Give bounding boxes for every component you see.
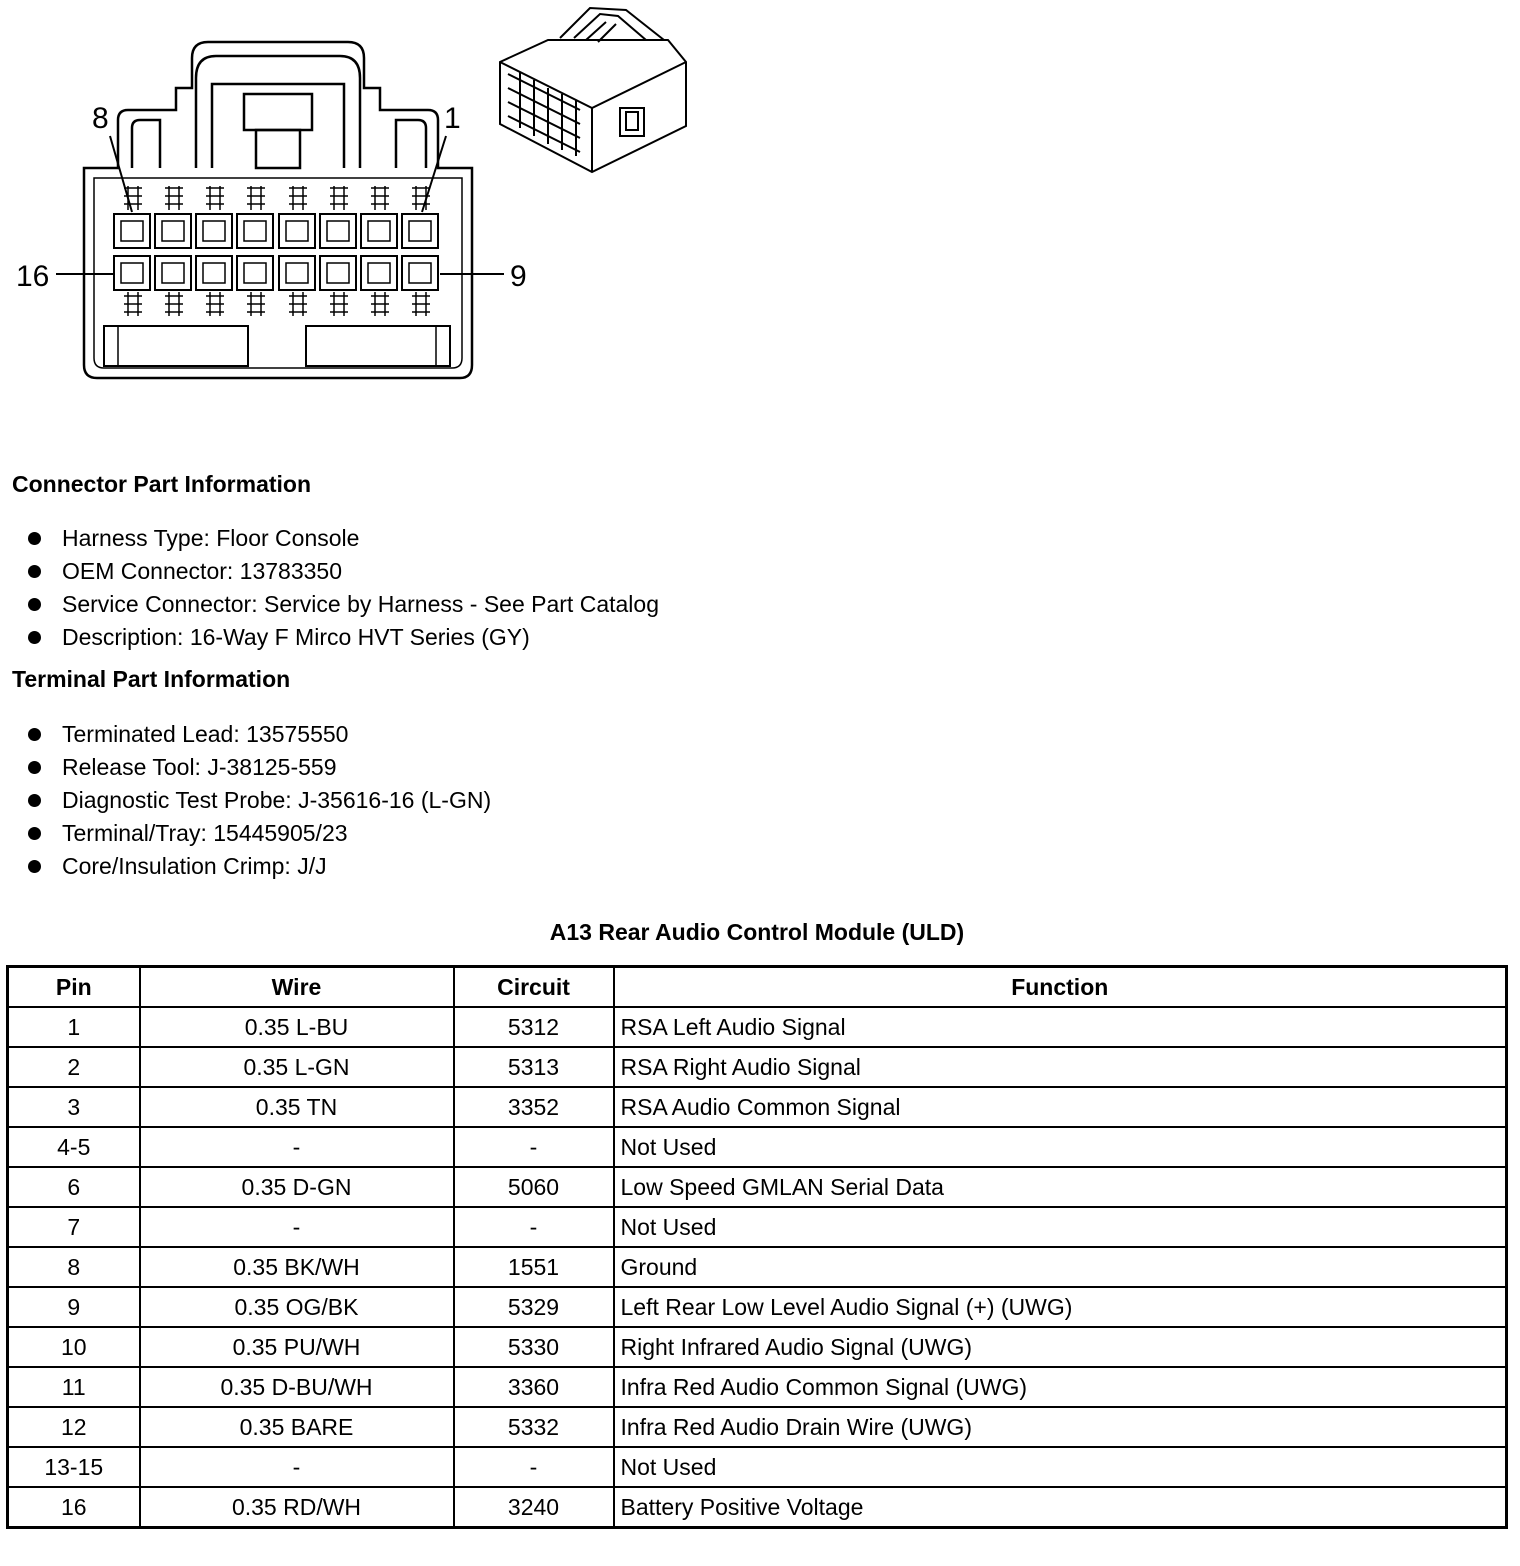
cell-circuit: 5330: [454, 1327, 614, 1367]
cell-pin: 13-15: [8, 1447, 140, 1487]
terminal-part-info-list: [28, 718, 491, 883]
table-row: [8, 1327, 1507, 1367]
list-item: Diagnostic Test Probe: J-35616-16 (L-GN): [28, 784, 491, 817]
list-item: Core/Insulation Crimp: J/J: [28, 850, 491, 883]
cavity: [361, 256, 397, 290]
list-item: Release Tool: J-38125-559: [28, 751, 491, 784]
list-item: Terminal/Tray: 15445905/23: [28, 817, 491, 850]
cavity: [155, 256, 191, 290]
header-function: Function: [614, 967, 1507, 1008]
cell-circuit: 5313: [454, 1047, 614, 1087]
terminal-slot: [124, 186, 142, 316]
cell-pin: 10: [8, 1327, 140, 1367]
table-row: [8, 1287, 1507, 1327]
cell-wire: -: [140, 1447, 454, 1487]
cell-circuit: 5329: [454, 1287, 614, 1327]
cell-wire: 0.35 BK/WH: [140, 1247, 454, 1287]
terminal-slot: [289, 186, 307, 316]
connector-face: [84, 42, 472, 378]
cell-function: Infra Red Audio Common Signal (UWG): [614, 1367, 1507, 1407]
table-row: [8, 1487, 1507, 1528]
cell-pin: 16: [8, 1487, 140, 1528]
table-row: [8, 1047, 1507, 1087]
table-row: [8, 1247, 1507, 1287]
cell-wire: 0.35 D-GN: [140, 1167, 454, 1207]
callout-pin-16: 16: [16, 260, 50, 293]
cell-function: Left Rear Low Level Audio Signal (+) (UWG): [614, 1287, 1507, 1327]
table-row: [8, 1447, 1507, 1487]
cell-circuit: 5312: [454, 1007, 614, 1047]
terminal-slot: [371, 186, 389, 316]
table-row: [8, 1167, 1507, 1207]
table-row: [8, 1407, 1507, 1447]
bullet-icon: [28, 728, 41, 741]
bullet-icon: [28, 827, 41, 840]
table-row: [8, 1087, 1507, 1127]
terminal-slot: [330, 186, 348, 316]
cell-function: Not Used: [614, 1127, 1507, 1167]
cell-wire: -: [140, 1127, 454, 1167]
cell-function: Battery Positive Voltage: [614, 1487, 1507, 1528]
cell-circuit: 5060: [454, 1167, 614, 1207]
terminal-slot: [412, 186, 430, 316]
cavity: [237, 256, 273, 290]
callout-pin-8: 8: [92, 102, 109, 135]
cell-wire: 0.35 L-GN: [140, 1047, 454, 1087]
cavity: [237, 214, 273, 248]
callout-pin-9: 9: [510, 260, 527, 293]
cavity: [196, 214, 232, 248]
bullet-icon: [28, 860, 41, 873]
cell-pin: 9: [8, 1287, 140, 1327]
cavity: [320, 256, 356, 290]
cell-pin: 2: [8, 1047, 140, 1087]
bullet-icon: [28, 598, 41, 611]
cavity: [114, 214, 150, 248]
cavity: [279, 214, 315, 248]
cavity: [155, 214, 191, 248]
cavity: [361, 214, 397, 248]
cell-function: RSA Audio Common Signal: [614, 1087, 1507, 1127]
cell-pin: 7: [8, 1207, 140, 1247]
cell-wire: -: [140, 1207, 454, 1247]
cavity: [320, 214, 356, 248]
cavity: [402, 256, 438, 290]
cell-function: Not Used: [614, 1447, 1507, 1487]
table-row: [8, 1127, 1507, 1167]
cell-wire: 0.35 PU/WH: [140, 1327, 454, 1367]
cell-circuit: -: [454, 1207, 614, 1247]
cavity-grid: [114, 186, 438, 316]
terminal-part-info-title: Terminal Part Information: [12, 666, 291, 692]
header-wire: Wire: [140, 967, 454, 1008]
table-row: [8, 1007, 1507, 1047]
bullet-icon: [28, 761, 41, 774]
cell-function: Infra Red Audio Drain Wire (UWG): [614, 1407, 1507, 1447]
cell-circuit: 1551: [454, 1247, 614, 1287]
cell-function: Not Used: [614, 1207, 1507, 1247]
list-item: Description: 16-Way F Mirco HVT Series (GY): [28, 621, 659, 654]
bullet-icon: [28, 532, 41, 545]
cell-function: Low Speed GMLAN Serial Data: [614, 1167, 1507, 1207]
cell-function: Ground: [614, 1247, 1507, 1287]
cell-pin: 12: [8, 1407, 140, 1447]
table-row: [8, 1367, 1507, 1407]
list-item: Terminated Lead: 13575550: [28, 718, 491, 751]
list-item: Service Connector: Service by Harness - See Part Catalog: [28, 588, 659, 621]
pin-table-body: [8, 1007, 1507, 1528]
cell-pin: 8: [8, 1247, 140, 1287]
cell-pin: 4-5: [8, 1127, 140, 1167]
list-item: OEM Connector: 13783350: [28, 555, 659, 588]
cell-function: RSA Left Audio Signal: [614, 1007, 1507, 1047]
cell-pin: 1: [8, 1007, 140, 1047]
cell-wire: 0.35 TN: [140, 1087, 454, 1127]
terminal-slot: [206, 186, 224, 316]
cavity: [114, 256, 150, 290]
bullet-icon: [28, 565, 41, 578]
list-item: Harness Type: Floor Console: [28, 522, 659, 555]
header-pin: Pin: [8, 967, 140, 1008]
connector-drawing: [0, 0, 1520, 440]
cell-wire: 0.35 D-BU/WH: [140, 1367, 454, 1407]
header-circuit: Circuit: [454, 967, 614, 1008]
cavity: [279, 256, 315, 290]
pin-table-title: A13 Rear Audio Control Module (ULD): [549, 919, 965, 945]
connector-3d-view: [500, 8, 686, 172]
cell-wire: 0.35 L-BU: [140, 1007, 454, 1047]
terminal-slot: [247, 186, 265, 316]
cell-circuit: -: [454, 1127, 614, 1167]
cell-wire: 0.35 RD/WH: [140, 1487, 454, 1528]
cell-circuit: 3360: [454, 1367, 614, 1407]
cell-pin: 3: [8, 1087, 140, 1127]
cell-circuit: 3240: [454, 1487, 614, 1528]
cavity: [196, 256, 232, 290]
cell-pin: 6: [8, 1167, 140, 1207]
cell-circuit: 3352: [454, 1087, 614, 1127]
callout-pin-1: 1: [444, 102, 461, 135]
cell-pin: 11: [8, 1367, 140, 1407]
cell-wire: 0.35 BARE: [140, 1407, 454, 1447]
cell-function: Right Infrared Audio Signal (UWG): [614, 1327, 1507, 1367]
cell-function: RSA Right Audio Signal: [614, 1047, 1507, 1087]
terminal-slot: [165, 186, 183, 316]
bullet-icon: [28, 794, 41, 807]
pin-table: [6, 965, 1508, 1529]
cell-wire: 0.35 OG/BK: [140, 1287, 454, 1327]
connector-part-info-list: [28, 522, 659, 654]
bullet-icon: [28, 631, 41, 644]
table-header-row: [8, 967, 1507, 1008]
cell-circuit: -: [454, 1447, 614, 1487]
table-row: [8, 1207, 1507, 1247]
connector-part-info-title: Connector Part Information: [12, 471, 312, 497]
cavity: [402, 214, 438, 248]
cell-circuit: 5332: [454, 1407, 614, 1447]
